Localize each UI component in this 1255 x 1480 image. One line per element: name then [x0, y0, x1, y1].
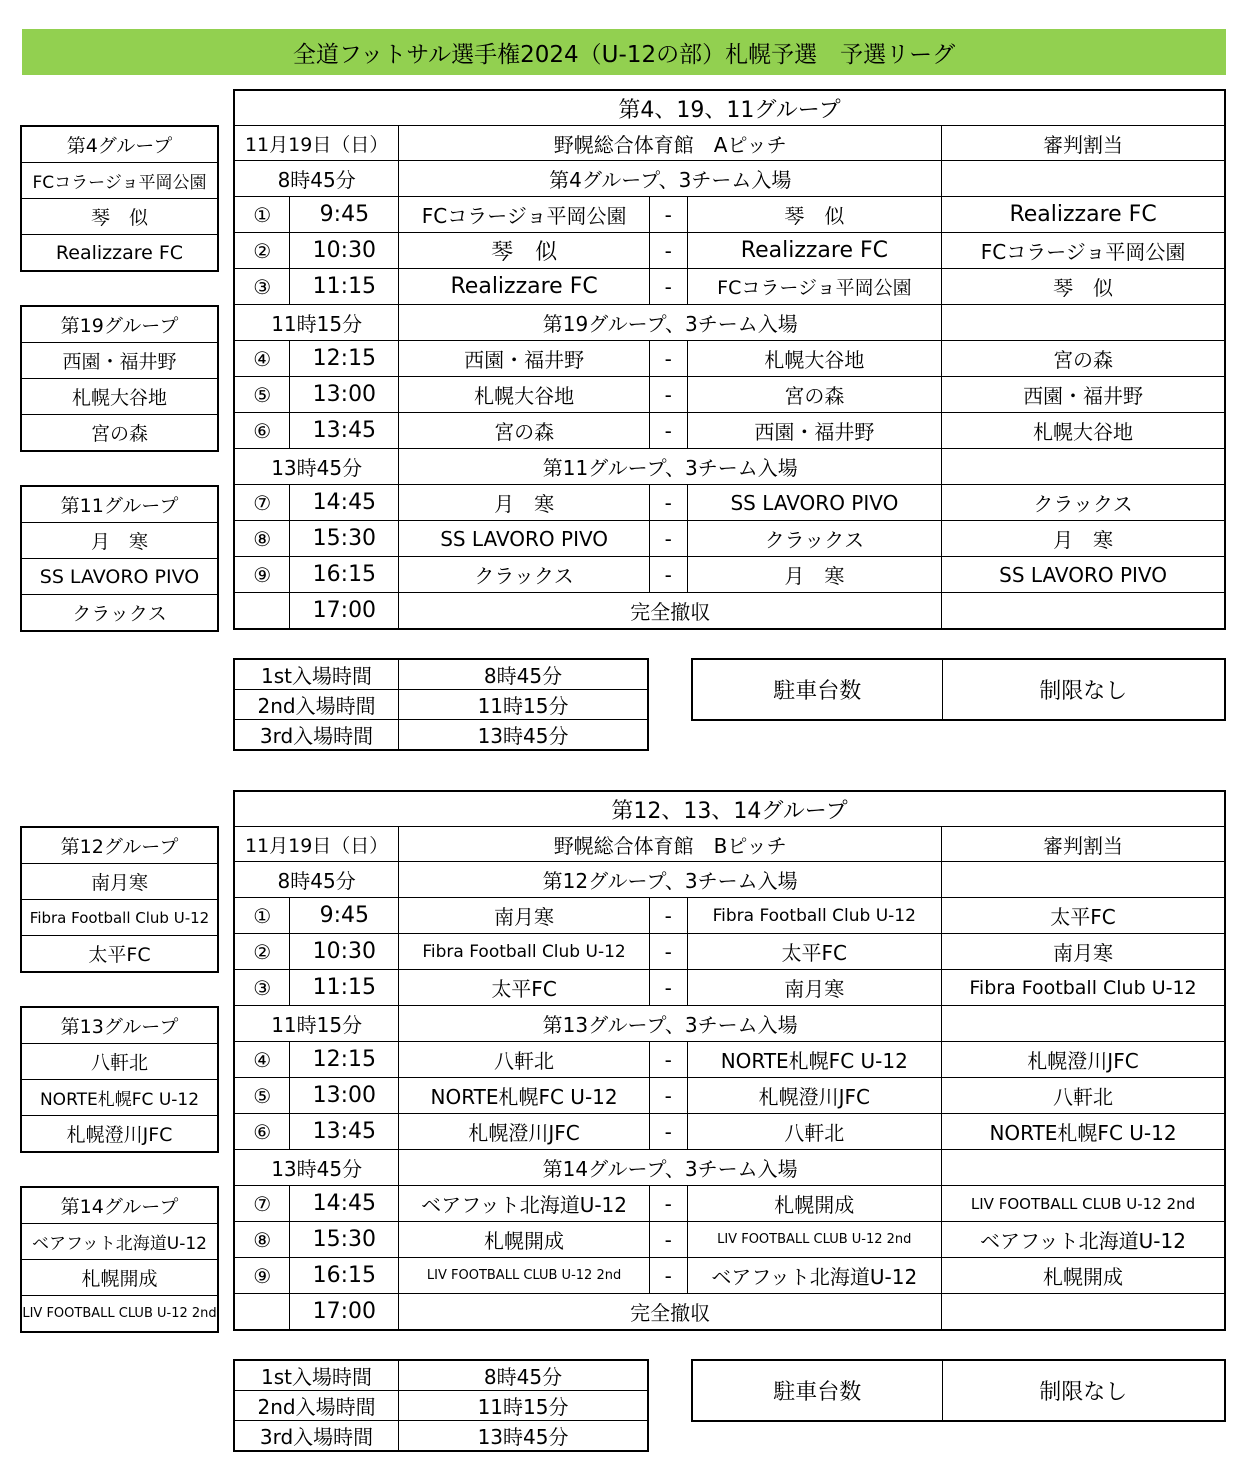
- home-team: NORTE札幌FC U-12: [399, 1078, 650, 1114]
- match-time: 15:30: [290, 521, 399, 557]
- versus-dash: -: [649, 557, 687, 593]
- match-row: [234, 1222, 1225, 1258]
- match-time: 10:30: [290, 934, 399, 970]
- referee-team: 太平FC: [942, 898, 1225, 934]
- team-name: 札幌大谷地: [21, 379, 218, 415]
- team-name: 札幌開成: [21, 1260, 218, 1296]
- match-number: ⑨: [234, 1258, 290, 1294]
- entry-time: 8時45分: [234, 161, 399, 197]
- empty-cell: [942, 1294, 1225, 1331]
- away-team: 太平FC: [687, 934, 942, 970]
- referee-team: LIV FOOTBALL CLUB U-12 2nd: [942, 1186, 1225, 1222]
- group-19-table: [20, 305, 219, 452]
- home-team: 月 寒: [399, 485, 650, 521]
- entry-time-label: 2nd入場時間: [234, 1391, 399, 1421]
- entry-label: 第4グループ、3チーム入場: [399, 161, 942, 197]
- versus-dash: -: [649, 377, 687, 413]
- match-number: ①: [234, 197, 290, 233]
- team-name: 八軒北: [21, 1044, 218, 1080]
- match-number: ⑥: [234, 1114, 290, 1150]
- home-team: 札幌大谷地: [399, 377, 650, 413]
- match-row: [234, 1258, 1225, 1294]
- home-team: クラックス: [399, 557, 650, 593]
- entry-time: 8時45分: [234, 862, 399, 898]
- match-time: 13:45: [290, 1114, 399, 1150]
- away-team: 月 寒: [687, 557, 941, 593]
- referee-team: SS LAVORO PIVO: [942, 557, 1225, 593]
- entry-times-table: [233, 1359, 649, 1452]
- match-number: ⑤: [234, 377, 290, 413]
- empty-cell: [942, 593, 1225, 630]
- match-time: 14:45: [290, 485, 399, 521]
- match-time: 9:45: [290, 898, 399, 934]
- referee-team: 宮の森: [942, 341, 1225, 377]
- team-name: 太平FC: [21, 936, 218, 973]
- team-name: LIV FOOTBALL CLUB U-12 2nd: [21, 1296, 218, 1333]
- away-team: クラックス: [687, 521, 941, 557]
- home-team: Fibra Football Club U-12: [399, 934, 650, 970]
- section-heading: 第12、13、14グループ: [234, 791, 1225, 827]
- team-name: 月 寒: [21, 523, 218, 559]
- referee-team: クラックス: [942, 485, 1225, 521]
- away-team: FCコラージョ平岡公園: [687, 269, 941, 305]
- away-team: 南月寒: [687, 970, 942, 1006]
- referee-team: FCコラージョ平岡公園: [942, 233, 1225, 269]
- match-time: 13:00: [290, 1078, 399, 1114]
- referee-team: 八軒北: [942, 1078, 1225, 1114]
- match-row: [234, 557, 1225, 593]
- match-number: ⑦: [234, 485, 290, 521]
- match-row: [234, 970, 1225, 1006]
- match-number: ③: [234, 269, 290, 305]
- away-team: 札幌澄川JFC: [687, 1078, 942, 1114]
- versus-dash: -: [649, 521, 687, 557]
- empty-cell: [942, 1150, 1225, 1186]
- team-name: 宮の森: [21, 415, 218, 452]
- away-team: 宮の森: [687, 377, 941, 413]
- team-name: Realizzare FC: [21, 235, 218, 272]
- referee-team: 西園・福井野: [942, 377, 1225, 413]
- match-number: ②: [234, 934, 290, 970]
- entry-time-value: 13時45分: [399, 1421, 648, 1452]
- entry-label: 第19グループ、3チーム入場: [399, 305, 942, 341]
- empty-cell: [942, 161, 1225, 197]
- entry-time-value: 13時45分: [399, 720, 648, 751]
- match-row: [234, 377, 1225, 413]
- entry-time-value: 11時15分: [399, 1391, 648, 1421]
- away-team: Fibra Football Club U-12: [687, 898, 942, 934]
- end-label: 完全撤収: [399, 1294, 942, 1331]
- home-team: 宮の森: [399, 413, 650, 449]
- team-name: 札幌澄川JFC: [21, 1116, 218, 1153]
- match-time: 16:15: [290, 557, 399, 593]
- empty-cell: [942, 862, 1225, 898]
- team-name: SS LAVORO PIVO: [21, 559, 218, 595]
- referee-team: 南月寒: [942, 934, 1225, 970]
- referee-team: 月 寒: [942, 521, 1225, 557]
- versus-dash: -: [649, 197, 687, 233]
- match-row: [234, 521, 1225, 557]
- home-team: Realizzare FC: [399, 269, 650, 305]
- entry-time: 13時45分: [234, 449, 399, 485]
- match-row: [234, 1042, 1225, 1078]
- referee-team: 札幌大谷地: [942, 413, 1225, 449]
- match-number: ①: [234, 898, 290, 934]
- entry-time-label: 3rd入場時間: [234, 1421, 399, 1452]
- match-number: ②: [234, 233, 290, 269]
- match-row: [234, 1078, 1225, 1114]
- team-name: NORTE札幌FC U-12: [21, 1080, 218, 1116]
- home-team: ベアフット北海道U-12: [399, 1186, 650, 1222]
- referee-header: 審判割当: [942, 126, 1225, 161]
- versus-dash: -: [649, 1222, 687, 1258]
- team-name: 南月寒: [21, 864, 218, 900]
- referee-team: 琴 似: [942, 269, 1225, 305]
- match-row: [234, 341, 1225, 377]
- match-time: 16:15: [290, 1258, 399, 1294]
- entry-label: 第12グループ、3チーム入場: [399, 862, 942, 898]
- away-team: Realizzare FC: [687, 233, 941, 269]
- away-team: 八軒北: [687, 1114, 942, 1150]
- match-row: [234, 413, 1225, 449]
- team-name: クラックス: [21, 595, 218, 632]
- away-team: 札幌開成: [687, 1186, 942, 1222]
- parking-value: 制限なし: [942, 659, 1225, 720]
- empty-cell: [942, 1006, 1225, 1042]
- parking-label: 駐車台数: [692, 659, 942, 720]
- match-number: ⑤: [234, 1078, 290, 1114]
- team-name: Fibra Football Club U-12: [21, 900, 218, 936]
- team-name: FCコラージョ平岡公園: [21, 163, 218, 199]
- match-row: [234, 233, 1225, 269]
- empty-cell: [234, 1294, 290, 1331]
- versus-dash: -: [649, 970, 687, 1006]
- group-4-table: [20, 125, 219, 272]
- match-time: 10:30: [290, 233, 399, 269]
- match-number: ⑧: [234, 1222, 290, 1258]
- match-row: [234, 1186, 1225, 1222]
- home-team: 西園・福井野: [399, 341, 650, 377]
- home-team: 太平FC: [399, 970, 650, 1006]
- versus-dash: -: [649, 1078, 687, 1114]
- end-time: 17:00: [290, 1294, 399, 1331]
- match-number: ⑧: [234, 521, 290, 557]
- match-date: 11月19日（日）: [234, 827, 399, 862]
- versus-dash: -: [649, 1186, 687, 1222]
- schedule-table-a: [233, 89, 1226, 630]
- referee-team: 札幌開成: [942, 1258, 1225, 1294]
- referee-team: Fibra Football Club U-12: [942, 970, 1225, 1006]
- entry-time: 11時15分: [234, 1006, 399, 1042]
- match-time: 12:15: [290, 1042, 399, 1078]
- entry-time-label: 1st入場時間: [234, 659, 399, 690]
- entry-time-label: 1st入場時間: [234, 1360, 399, 1391]
- entry-time-value: 11時15分: [399, 690, 648, 720]
- match-time: 13:45: [290, 413, 399, 449]
- match-number: ⑨: [234, 557, 290, 593]
- venue: 野幌総合体育館 Bピッチ: [399, 827, 942, 862]
- parking-table: [691, 1359, 1226, 1422]
- entry-time-value: 8時45分: [399, 1360, 648, 1391]
- entry-time-label: 3rd入場時間: [234, 720, 399, 751]
- match-number: ⑥: [234, 413, 290, 449]
- entry-label: 第11グループ、3チーム入場: [399, 449, 942, 485]
- end-time: 17:00: [290, 593, 399, 630]
- home-team: LIV FOOTBALL CLUB U-12 2nd: [399, 1258, 650, 1294]
- entry-time: 13時45分: [234, 1150, 399, 1186]
- versus-dash: -: [649, 1042, 687, 1078]
- away-team: LIV FOOTBALL CLUB U-12 2nd: [687, 1222, 942, 1258]
- entry-time: 11時15分: [234, 305, 399, 341]
- empty-cell: [942, 305, 1225, 341]
- entry-label: 第13グループ、3チーム入場: [399, 1006, 942, 1042]
- referee-team: NORTE札幌FC U-12: [942, 1114, 1225, 1150]
- referee-team: Realizzare FC: [942, 197, 1225, 233]
- match-time: 13:00: [290, 377, 399, 413]
- versus-dash: -: [649, 413, 687, 449]
- home-team: 八軒北: [399, 1042, 650, 1078]
- away-team: 琴 似: [687, 197, 941, 233]
- match-row: [234, 1114, 1225, 1150]
- versus-dash: -: [649, 1114, 687, 1150]
- parking-table: [691, 658, 1226, 721]
- group-name: 第4グループ: [21, 126, 218, 163]
- away-team: 西園・福井野: [687, 413, 941, 449]
- group-14-table: [20, 1186, 219, 1333]
- home-team: SS LAVORO PIVO: [399, 521, 650, 557]
- group-12-table: [20, 826, 219, 973]
- entry-time-label: 2nd入場時間: [234, 690, 399, 720]
- match-time: 12:15: [290, 341, 399, 377]
- section-heading: 第4、19、11グループ: [234, 90, 1225, 126]
- page-title: 全道フットサル選手権2024（U-12の部）札幌予選 予選リーグ: [22, 29, 1226, 75]
- home-team: 琴 似: [399, 233, 650, 269]
- away-team: SS LAVORO PIVO: [687, 485, 941, 521]
- away-team: NORTE札幌FC U-12: [687, 1042, 942, 1078]
- home-team: 南月寒: [399, 898, 650, 934]
- versus-dash: -: [649, 1258, 687, 1294]
- match-time: 14:45: [290, 1186, 399, 1222]
- referee-team: 札幌澄川JFC: [942, 1042, 1225, 1078]
- parking-value: 制限なし: [942, 1360, 1225, 1421]
- group-13-table: [20, 1006, 219, 1153]
- group-name: 第13グループ: [21, 1007, 218, 1044]
- match-number: ③: [234, 970, 290, 1006]
- away-team: 札幌大谷地: [687, 341, 941, 377]
- match-row: [234, 934, 1225, 970]
- group-name: 第11グループ: [21, 486, 218, 523]
- schedule-table-b: [233, 790, 1226, 1331]
- match-number: ④: [234, 1042, 290, 1078]
- empty-cell: [234, 593, 290, 630]
- home-team: 札幌開成: [399, 1222, 650, 1258]
- match-row: [234, 269, 1225, 305]
- home-team: 札幌澄川JFC: [399, 1114, 650, 1150]
- group-11-table: [20, 485, 219, 632]
- match-number: ④: [234, 341, 290, 377]
- match-time: 11:15: [290, 269, 399, 305]
- match-time: 11:15: [290, 970, 399, 1006]
- match-row: [234, 485, 1225, 521]
- group-name: 第14グループ: [21, 1187, 218, 1224]
- match-time: 15:30: [290, 1222, 399, 1258]
- referee-header: 審判割当: [942, 827, 1225, 862]
- versus-dash: -: [649, 269, 687, 305]
- match-number: ⑦: [234, 1186, 290, 1222]
- versus-dash: -: [649, 233, 687, 269]
- team-name: ベアフット北海道U-12: [21, 1224, 218, 1260]
- group-name: 第19グループ: [21, 306, 218, 343]
- match-row: [234, 898, 1225, 934]
- match-row: [234, 197, 1225, 233]
- referee-team: ベアフット北海道U-12: [942, 1222, 1225, 1258]
- entry-time-value: 8時45分: [399, 659, 648, 690]
- versus-dash: -: [649, 485, 687, 521]
- end-label: 完全撤収: [399, 593, 942, 630]
- home-team: FCコラージョ平岡公園: [399, 197, 650, 233]
- empty-cell: [942, 449, 1225, 485]
- group-name: 第12グループ: [21, 827, 218, 864]
- parking-label: 駐車台数: [692, 1360, 942, 1421]
- match-date: 11月19日（日）: [234, 126, 399, 161]
- entry-times-table: [233, 658, 649, 751]
- team-name: 琴 似: [21, 199, 218, 235]
- match-time: 9:45: [290, 197, 399, 233]
- entry-label: 第14グループ、3チーム入場: [399, 1150, 942, 1186]
- versus-dash: -: [649, 934, 687, 970]
- versus-dash: -: [649, 341, 687, 377]
- team-name: 西園・福井野: [21, 343, 218, 379]
- away-team: ベアフット北海道U-12: [687, 1258, 942, 1294]
- venue: 野幌総合体育館 Aピッチ: [399, 126, 942, 161]
- versus-dash: -: [649, 898, 687, 934]
